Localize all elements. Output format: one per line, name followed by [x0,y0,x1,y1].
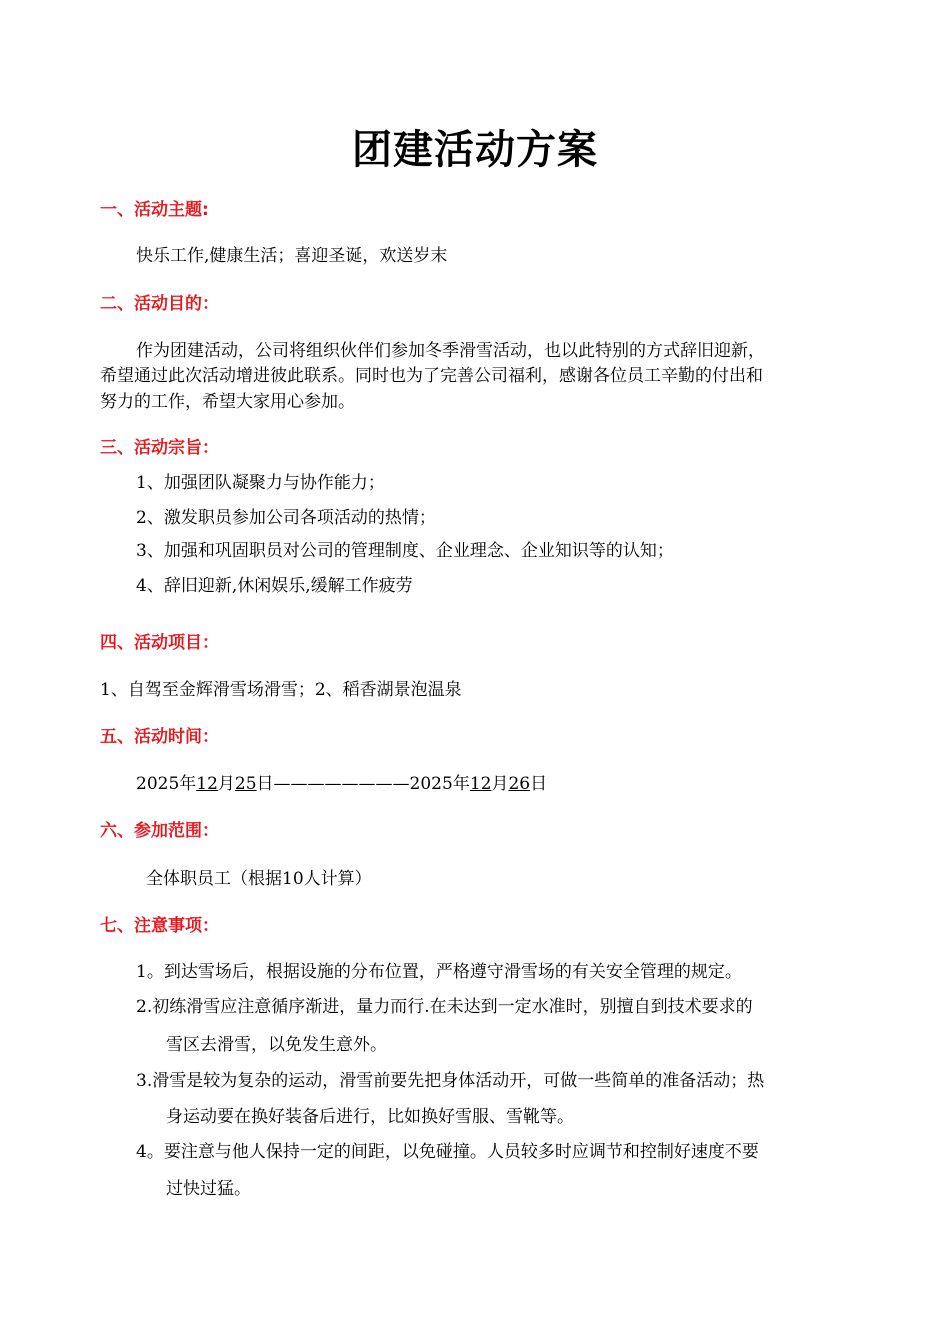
scope-text: 全体职员工（根据10人计算） [146,869,372,889]
aims-item-4: 4、辞旧迎新,休闲娱乐,缓解工作疲劳 [136,576,413,596]
aims-item-3: 3、加强和巩固职员对公司的管理制度、企业理念、企业知识等的认知； [136,541,674,561]
section-heading-time: 五、活动时间： [100,727,219,747]
section-heading-aims: 三、活动宗旨： [100,438,219,458]
purpose-line-3: 努力的工作，希望大家用心参加。 [100,392,355,412]
aims-item-2: 2、激发职员参加公司各项活动的热情； [136,508,436,528]
start-day: 25 [234,774,257,794]
month-char: 月 [217,774,235,794]
notes-line-7: 过快过猛。 [166,1179,251,1199]
day-char: 日 [256,774,274,794]
notes-line-3: 雪区去滑雪，以免发生意外。 [166,1035,387,1055]
notes-line-1: 1。到达雪场后，根据设施的分布位置，严格遵守滑雪场的有关安全管理的规定。 [136,962,742,982]
section-heading-purpose: 二、活动目的： [100,294,219,314]
purpose-line-1: 作为团建活动，公司将组织伙伴们参加冬季滑雪活动，也以此特别的方式辞旧迎新， [136,341,765,361]
section-heading-notes: 七、注意事项： [100,916,219,936]
notes-line-6: 4。要注意与他人保持一定的间距，以免碰撞。人员较多时应调节和控制好速度不要 [136,1142,759,1162]
theme-text: 快乐工作,健康生活；喜迎圣诞，欢送岁末 [136,246,448,266]
month-char-2: 月 [491,774,509,794]
date-dash: ———————— [273,774,410,794]
section-heading-projects: 四、活动项目： [100,633,219,653]
section-heading-scope: 六、参加范围： [100,821,219,841]
notes-line-5: 身运动要在换好装备后进行，比如换好雪服、雪靴等。 [166,1107,574,1127]
document-title: 团建活动方案 [352,127,598,173]
year-char: 年 [179,774,197,794]
year-char-2: 年 [452,774,470,794]
start-month: 12 [196,774,218,794]
aims-item-1: 1、加强团队凝聚力与协作能力； [136,473,385,493]
section-heading-theme: 一、活动主题: [100,200,209,220]
start-year: 2025 [136,774,180,794]
day-char-2: 日 [530,774,548,794]
projects-text: 1、自驾至金辉滑雪场滑雪；2、稻香湖景泡温泉 [100,680,462,700]
end-year: 2025 [409,774,453,794]
notes-line-2: 2.初练滑雪应注意循序渐进，量力而行.在未达到一定水准时，别擅自到技术要求的 [136,997,753,1017]
time-range [136,771,547,797]
notes-line-4: 3.滑雪是较为复杂的运动，滑雪前要先把身体活动开，可做一些简单的准备活动；热 [136,1071,765,1091]
purpose-line-2: 希望通过此次活动增进彼此联系。同时也为了完善公司福利，感谢各位员工辛勤的付出和 [100,366,763,386]
end-day: 26 [508,774,531,794]
end-month: 12 [469,774,492,794]
